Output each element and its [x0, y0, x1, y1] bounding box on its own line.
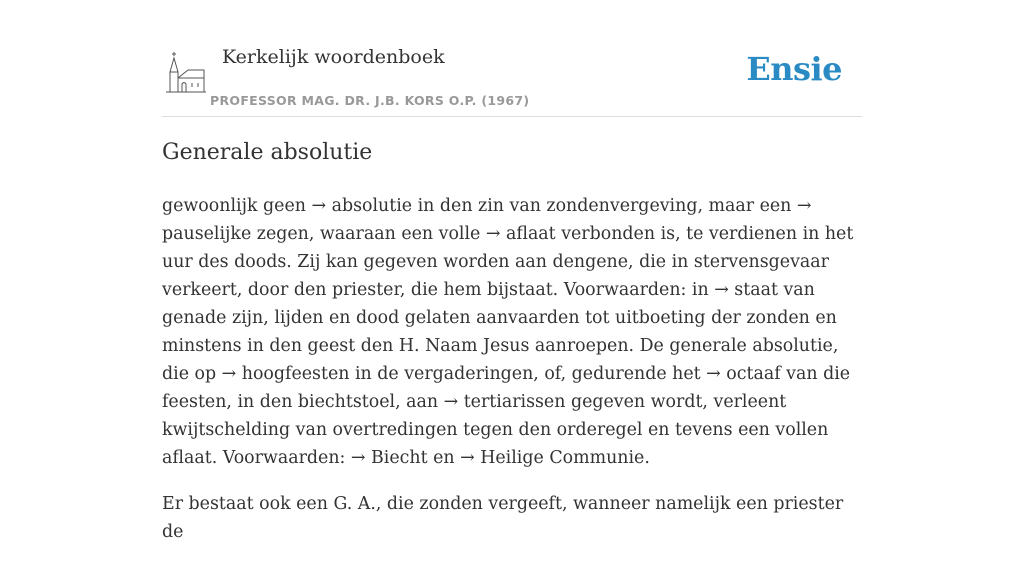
church-icon	[166, 50, 206, 94]
entry-paragraph: Er bestaat ook een G. A., die zonden vergeeft, wanneer namelijk een priester de	[162, 494, 844, 542]
entry-body	[162, 192, 862, 564]
header	[162, 40, 862, 117]
author-line: PROFESSOR MAG. DR. J.B. KORS O.P. (1967)	[210, 93, 530, 108]
brand-logo[interactable]: Ensie	[746, 50, 842, 88]
book-title[interactable]: Kerkelijk woordenboek	[222, 46, 445, 68]
entry-title: Generale absolutie	[162, 140, 373, 165]
entry-paragraph: gewoonlijk geen → absolutie in den zin van zondenvergeving, maar een → pauselijke zegen, waaraan een volle → aflaat verbonden is, te verdienen in het uur des doods. Zij kan gegeven worden aan dengene, die in stervensgevaar verkeert, door den priester, die hem bijstaat. Voorwaarden: in → staat van genade zijn, lijden en dood gelaten aanvaarden tot uitboeting der zonden en minstens in den geest den H. Naam Jesus aanroepen. De generale absolutie, die op → hoogfeesten in de vergaderingen, of, gedurende het → octaaf van die feesten, in den biechtstoel, aan → tertiarissen gegeven wordt, verleent kwijtschelding van overtredingen tegen den orderegel en tevens een vollen aflaat. Voorwaarden: → Biecht en → Heilige Communie.	[162, 196, 854, 468]
